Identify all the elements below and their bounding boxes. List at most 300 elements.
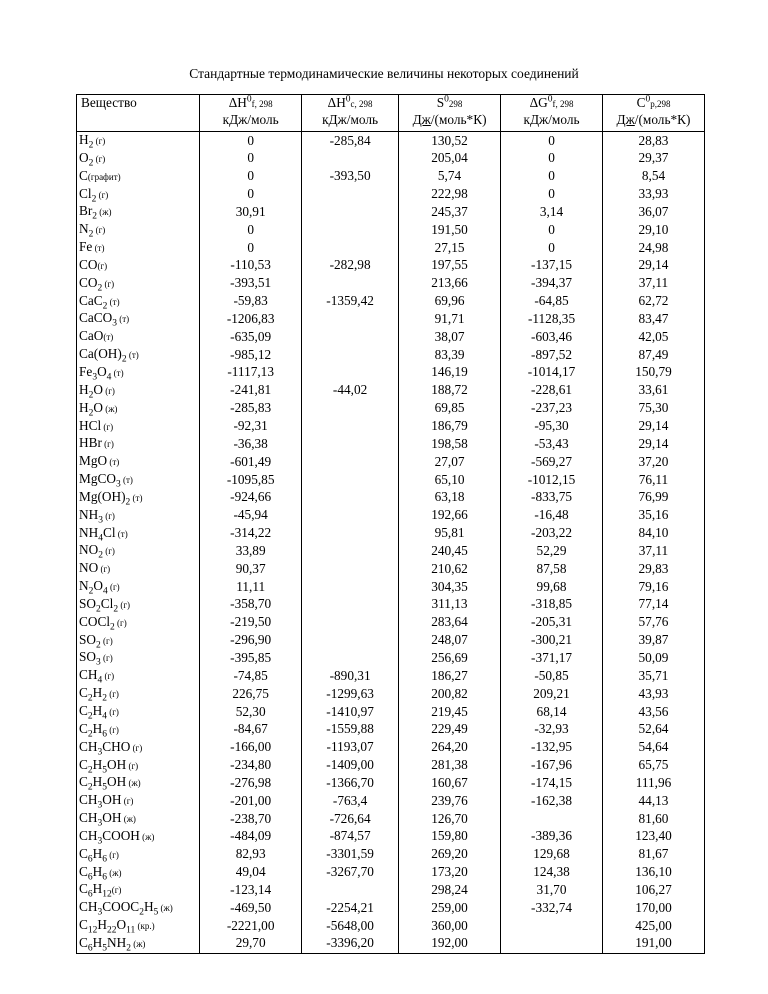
gibbs-cell: 0 [501,221,603,239]
gibbs-cell: -167,96 [501,757,603,775]
formula-part: O [93,578,103,594]
substance-cell [77,667,200,685]
formula-part: C [79,720,88,736]
entropy-cell: 264,20 [399,739,501,757]
enthalpy-combustion-cell [302,578,399,596]
heat-capacity-cell: 170,00 [603,899,705,917]
gibbs-cell: -300,21 [501,632,603,650]
gibbs-cell: -137,15 [501,257,603,275]
formula-part: SO [79,649,96,665]
formula-subscript: 2 [88,140,94,150]
entropy-cell: 173,20 [399,864,501,882]
entropy-cell: 188,72 [399,382,501,400]
gibbs-cell: -1012,15 [501,471,603,489]
gibbs-cell: 68,14 [501,703,603,721]
phase-label: (г) [126,760,139,771]
formula-part: CH [79,810,98,826]
enthalpy-formation-cell: -110,53 [200,257,302,275]
entropy-cell: 259,00 [399,899,501,917]
gibbs-cell: 0 [501,239,603,257]
formula-subscript: 2 [87,783,93,793]
formula-part: OH [102,792,122,808]
formula-subscript: 6 [87,890,93,900]
gibbs-cell: -371,17 [501,649,603,667]
phase-label: (ж) [126,778,141,789]
formula-subscript: 2 [88,158,94,168]
entropy-cell: 159,80 [399,828,501,846]
entropy-cell: 192,66 [399,507,501,525]
formula-subscript: 6 [102,854,107,864]
gibbs-cell: -53,43 [501,435,603,453]
formula-part: C [79,917,88,933]
formula-subscript: 2 [88,408,94,418]
gibbs-cell: -318,85 [501,596,603,614]
formula-part: H [92,756,103,772]
substance-cell [77,525,200,543]
heat-capacity-cell: 37,20 [603,453,705,471]
entropy-cell: 200,82 [399,685,501,703]
entropy-cell: 222,98 [399,186,501,204]
gibbs-cell: -237,23 [501,400,603,418]
heat-capacity-cell: 57,76 [603,614,705,632]
entropy-cell: 205,04 [399,150,501,168]
header-cp-symbol: C [636,95,646,110]
formula-part: Cl [79,185,92,201]
gibbs-cell [501,810,603,828]
table-row [77,703,705,721]
entropy-cell: 27,07 [399,453,501,471]
enthalpy-formation-cell: 11,11 [200,578,302,596]
heat-capacity-cell: 44,13 [603,792,705,810]
gibbs-cell: -389,36 [501,828,603,846]
table-row [77,453,705,471]
heat-capacity-cell: 29,14 [603,418,705,436]
formula-subscript: 5 [102,943,107,954]
formula-subscript: 3 [112,319,117,329]
formula-part: COOC [102,899,140,915]
substance-cell [77,310,200,328]
phase-label: (т) [117,314,130,325]
formula-part: Cl [100,595,114,611]
enthalpy-formation-cell: -219,50 [200,614,302,632]
heat-capacity-cell: 106,27 [603,881,705,899]
table-row [77,203,705,221]
enthalpy-combustion-cell: -726,64 [302,810,399,828]
enthalpy-formation-cell: -276,98 [200,774,302,792]
substance-cell [77,685,200,703]
enthalpy-combustion-cell: -1193,07 [302,739,399,757]
gibbs-cell: 124,38 [501,864,603,882]
formula-subscript: 6 [87,943,93,954]
gibbs-cell: -132,95 [501,739,603,757]
formula-part: H [92,863,103,879]
formula-part: HBr [79,435,102,451]
formula-subscript: 2 [87,729,93,739]
enthalpy-combustion-cell: -5648,00 [302,917,399,935]
formula-part: COOH [102,827,140,843]
heat-capacity-cell: 35,16 [603,507,705,525]
formula-subscript: 11 [126,925,136,935]
formula-part: COCl [79,613,111,629]
formula-part: CH [79,792,98,808]
formula-part: O [93,399,103,415]
enthalpy-formation-cell: -45,94 [200,507,302,525]
table-row [77,739,705,757]
formula-subscript: 3 [97,747,103,757]
formula-subscript: 3 [97,800,103,811]
formula-part: Mg(OH) [79,488,126,504]
gibbs-cell: 52,29 [501,542,603,560]
heat-capacity-cell: 29,37 [603,150,705,168]
entropy-cell: 192,00 [399,935,501,953]
enthalpy-combustion-cell [302,542,399,560]
formula-part: C [79,167,88,183]
formula-subscript: 2 [121,354,127,364]
enthalpy-formation-cell: -84,67 [200,721,302,739]
header-dhc-sub: c, 298 [350,99,373,109]
gibbs-cell: -897,52 [501,346,603,364]
enthalpy-combustion-cell [302,346,399,364]
phase-label: (г) [101,421,114,432]
header-s-sub: 298 [448,99,463,109]
formula-subscript: 2 [87,693,93,703]
entropy-cell: 130,52 [399,132,501,150]
formula-part: H [92,845,103,861]
heat-capacity-cell: 150,79 [603,364,705,382]
phase-label: (т) [107,296,120,307]
formula-part: CaCO [79,310,113,326]
entropy-cell: 210,62 [399,560,501,578]
enthalpy-combustion-cell [302,649,399,667]
entropy-cell: 269,20 [399,846,501,864]
formula-subscript: 4 [106,372,112,382]
gibbs-cell: 99,68 [501,578,603,596]
table-body [77,132,705,954]
formula-part: H [92,934,103,950]
phase-label: (ж) [106,867,122,878]
phase-label: (т) [103,332,114,343]
enthalpy-formation-cell: -469,50 [200,899,302,917]
enthalpy-combustion-cell [302,435,399,453]
enthalpy-formation-cell: -234,80 [200,757,302,775]
gibbs-cell: -162,38 [501,792,603,810]
table-row [77,186,705,204]
table-row [77,828,705,846]
formula-subscript: 4 [102,586,108,596]
heat-capacity-cell: 123,40 [603,828,705,846]
enthalpy-combustion-cell: -285,84 [302,132,399,150]
enthalpy-combustion-cell [302,507,399,525]
table-row [77,721,705,739]
enthalpy-formation-cell: -123,14 [200,881,302,899]
phase-label: (г) [106,689,119,700]
formula-part: SO [79,631,96,647]
table-row [77,346,705,364]
enthalpy-formation-cell: 0 [200,150,302,168]
formula-part: H [92,703,103,718]
table-row [77,132,705,150]
entropy-cell: 91,71 [399,310,501,328]
phase-label: (г) [96,189,109,200]
table-row [77,400,705,418]
enthalpy-combustion-cell [302,525,399,543]
entropy-cell: 213,66 [399,275,501,293]
enthalpy-formation-cell: -395,85 [200,649,302,667]
enthalpy-formation-cell: -601,49 [200,453,302,471]
substance-cell [77,132,200,150]
formula-subscript: 2 [96,604,101,614]
entropy-cell: 191,50 [399,221,501,239]
substance-cell [77,168,200,186]
enthalpy-formation-cell: -296,90 [200,632,302,650]
enthalpy-combustion-cell: -1410,97 [302,703,399,721]
enthalpy-combustion-cell [302,632,399,650]
gibbs-cell: 3,14 [501,203,603,221]
heat-capacity-cell: 39,87 [603,632,705,650]
heat-capacity-cell: 29,10 [603,221,705,239]
formula-part: OH [106,756,127,772]
formula-part: N [79,221,89,237]
enthalpy-formation-cell: -1095,85 [200,471,302,489]
substance-cell [77,703,200,721]
formula-part: CH [79,667,98,683]
gibbs-cell: -394,37 [501,275,603,293]
gibbs-cell: 209,21 [501,685,603,703]
entropy-cell: 69,85 [399,400,501,418]
enthalpy-formation-cell: -484,09 [200,828,302,846]
heat-capacity-cell: 52,64 [603,721,705,739]
substance-cell [77,186,200,204]
formula-subscript: 2 [139,907,144,918]
entropy-cell: 281,38 [399,757,501,775]
substance-cell [77,328,200,346]
formula-part: O [79,149,89,165]
formula-subscript: 2 [92,212,98,222]
heat-capacity-cell: 29,14 [603,257,705,275]
phase-label: (т) [130,492,143,503]
formula-part: SO [79,595,96,611]
enthalpy-combustion-cell: -393,50 [302,168,399,186]
header-s-symbol: S [436,95,445,110]
table-header-row [77,95,705,132]
table-row [77,507,705,525]
enthalpy-combustion-cell [302,418,399,436]
formula-part: CaC [79,292,103,308]
enthalpy-formation-cell: 90,37 [200,560,302,578]
phase-label: (ж) [102,403,118,414]
heat-capacity-cell: 29,14 [603,435,705,453]
heat-capacity-cell: 425,00 [603,917,705,935]
formula-part: Fe [79,239,93,255]
formula-part: H [79,381,89,397]
formula-subscript: 2 [87,765,93,775]
enthalpy-combustion-cell [302,203,399,221]
header-gibbs [501,95,603,132]
substance-cell [77,632,200,650]
gibbs-cell: -205,31 [501,614,603,632]
gibbs-cell: -64,85 [501,293,603,311]
table-row [77,917,705,935]
gibbs-cell: -95,30 [501,418,603,436]
formula-part: CO [79,256,98,272]
substance-cell [77,453,200,471]
formula-part: H [92,720,103,736]
heat-capacity-cell: 75,30 [603,400,705,418]
phase-label: (г) [93,153,106,164]
heat-capacity-cell: 29,83 [603,560,705,578]
entropy-cell: 38,07 [399,328,501,346]
entropy-cell: 126,70 [399,810,501,828]
formula-part: H [97,917,107,933]
enthalpy-combustion-cell: -2254,21 [302,899,399,917]
gibbs-cell: -16,48 [501,507,603,525]
table-row [77,578,705,596]
entropy-cell: 69,96 [399,293,501,311]
substance-cell [77,792,200,810]
gibbs-cell: 0 [501,168,603,186]
enthalpy-formation-cell: 33,89 [200,542,302,560]
formula-part: H [92,881,103,897]
entropy-cell: 229,49 [399,721,501,739]
phase-label: (г) [101,439,114,450]
enthalpy-formation-cell: 226,75 [200,685,302,703]
formula-part: OH [102,810,122,826]
formula-subscript: 2 [113,604,119,614]
formula-part: NH [79,524,99,540]
substance-cell [77,293,200,311]
table-row [77,685,705,703]
header-enthalpy-combustion [302,95,399,132]
table-row [77,293,705,311]
heat-capacity-cell: 35,71 [603,667,705,685]
table-row [77,935,705,953]
gibbs-cell: -569,27 [501,453,603,471]
table-row [77,525,705,543]
entropy-cell: 240,45 [399,542,501,560]
formula-subscript: 2 [125,497,131,507]
phase-label: (г) [93,225,106,236]
formula-subscript: 3 [92,372,98,382]
table-row [77,846,705,864]
substance-cell [77,400,200,418]
entropy-cell: 160,67 [399,774,501,792]
substance-cell [77,542,200,560]
enthalpy-combustion-cell: -874,57 [302,828,399,846]
formula-subscript: 3 [97,818,103,828]
phase-label: (т) [107,457,120,468]
table-row [77,489,705,507]
phase-label: (г) [102,546,115,557]
formula-part: O [116,917,127,933]
table-row [77,792,705,810]
gibbs-cell: -50,85 [501,667,603,685]
table-row [77,471,705,489]
phase-label: (г) [121,796,134,807]
enthalpy-formation-cell: -635,09 [200,328,302,346]
header-dhc-sup: 0 [345,94,351,105]
table-row [77,418,705,436]
enthalpy-formation-cell: -924,66 [200,489,302,507]
gibbs-cell: 31,70 [501,881,603,899]
page-title: Стандартные термодинамические величины некоторых соединений [189,66,579,81]
entropy-cell: 186,27 [399,667,501,685]
heat-capacity-cell: 77,14 [603,596,705,614]
entropy-cell: 5,74 [399,168,501,186]
substance-cell [77,578,200,596]
substance-cell [77,649,200,667]
enthalpy-formation-cell: -166,00 [200,739,302,757]
phase-label: (г) [102,671,115,682]
table-row [77,168,705,186]
table-row [77,810,705,828]
enthalpy-combustion-cell [302,328,399,346]
substance-cell [77,757,200,775]
formula-part: C [79,863,88,879]
entropy-cell: 65,10 [399,471,501,489]
phase-label: (ж) [130,938,146,949]
header-dhc-unit: кДж/моль [322,112,379,127]
formula-part: C [79,845,88,861]
header-substance-label: Вещество [81,95,137,110]
formula-part: MgCO [79,471,116,487]
formula-part: NH [79,506,99,522]
entropy-cell: 298,24 [399,881,501,899]
gibbs-cell: 0 [501,132,603,150]
enthalpy-formation-cell: 29,70 [200,935,302,953]
formula-part: H [79,399,89,415]
enthalpy-combustion-cell [302,221,399,239]
enthalpy-combustion-cell: -763,4 [302,792,399,810]
heat-capacity-cell: 111,96 [603,774,705,792]
enthalpy-formation-cell: -314,22 [200,525,302,543]
formula-part: NO [79,542,99,558]
header-s-sup: 0 [444,94,449,105]
heat-capacity-cell: 43,56 [603,703,705,721]
formula-part: CH [79,738,98,754]
gibbs-cell: 0 [501,150,603,168]
enthalpy-combustion-cell: -44,02 [302,382,399,400]
header-dgf-sub: f, 298 [552,99,574,109]
table-row [77,667,705,685]
phase-label: (г) [102,278,115,289]
header-dgf-unit: кДж/моль [523,112,580,127]
gibbs-cell [501,917,603,935]
substance-cell [77,346,200,364]
formula-subscript: 3 [115,479,121,489]
enthalpy-combustion-cell: -1359,42 [302,293,399,311]
substance-cell [77,435,200,453]
enthalpy-formation-cell: 0 [200,186,302,204]
enthalpy-formation-cell: 52,30 [200,703,302,721]
enthalpy-combustion-cell: -282,98 [302,257,399,275]
heat-capacity-cell: 79,16 [603,578,705,596]
gibbs-cell: -203,22 [501,525,603,543]
formula-subscript: 6 [102,872,107,882]
formula-part: C [79,756,88,772]
formula-part: H [143,899,154,915]
substance-cell [77,507,200,525]
gibbs-cell: -833,75 [501,489,603,507]
substance-cell [77,257,200,275]
enthalpy-formation-cell: 0 [200,132,302,150]
enthalpy-formation-cell: 0 [200,221,302,239]
phase-label: (г) [106,849,119,860]
enthalpy-formation-cell: -92,31 [200,418,302,436]
heat-capacity-cell: 28,83 [603,132,705,150]
substance-cell [77,364,200,382]
table-row [77,899,705,917]
phase-label: (т) [120,475,133,486]
